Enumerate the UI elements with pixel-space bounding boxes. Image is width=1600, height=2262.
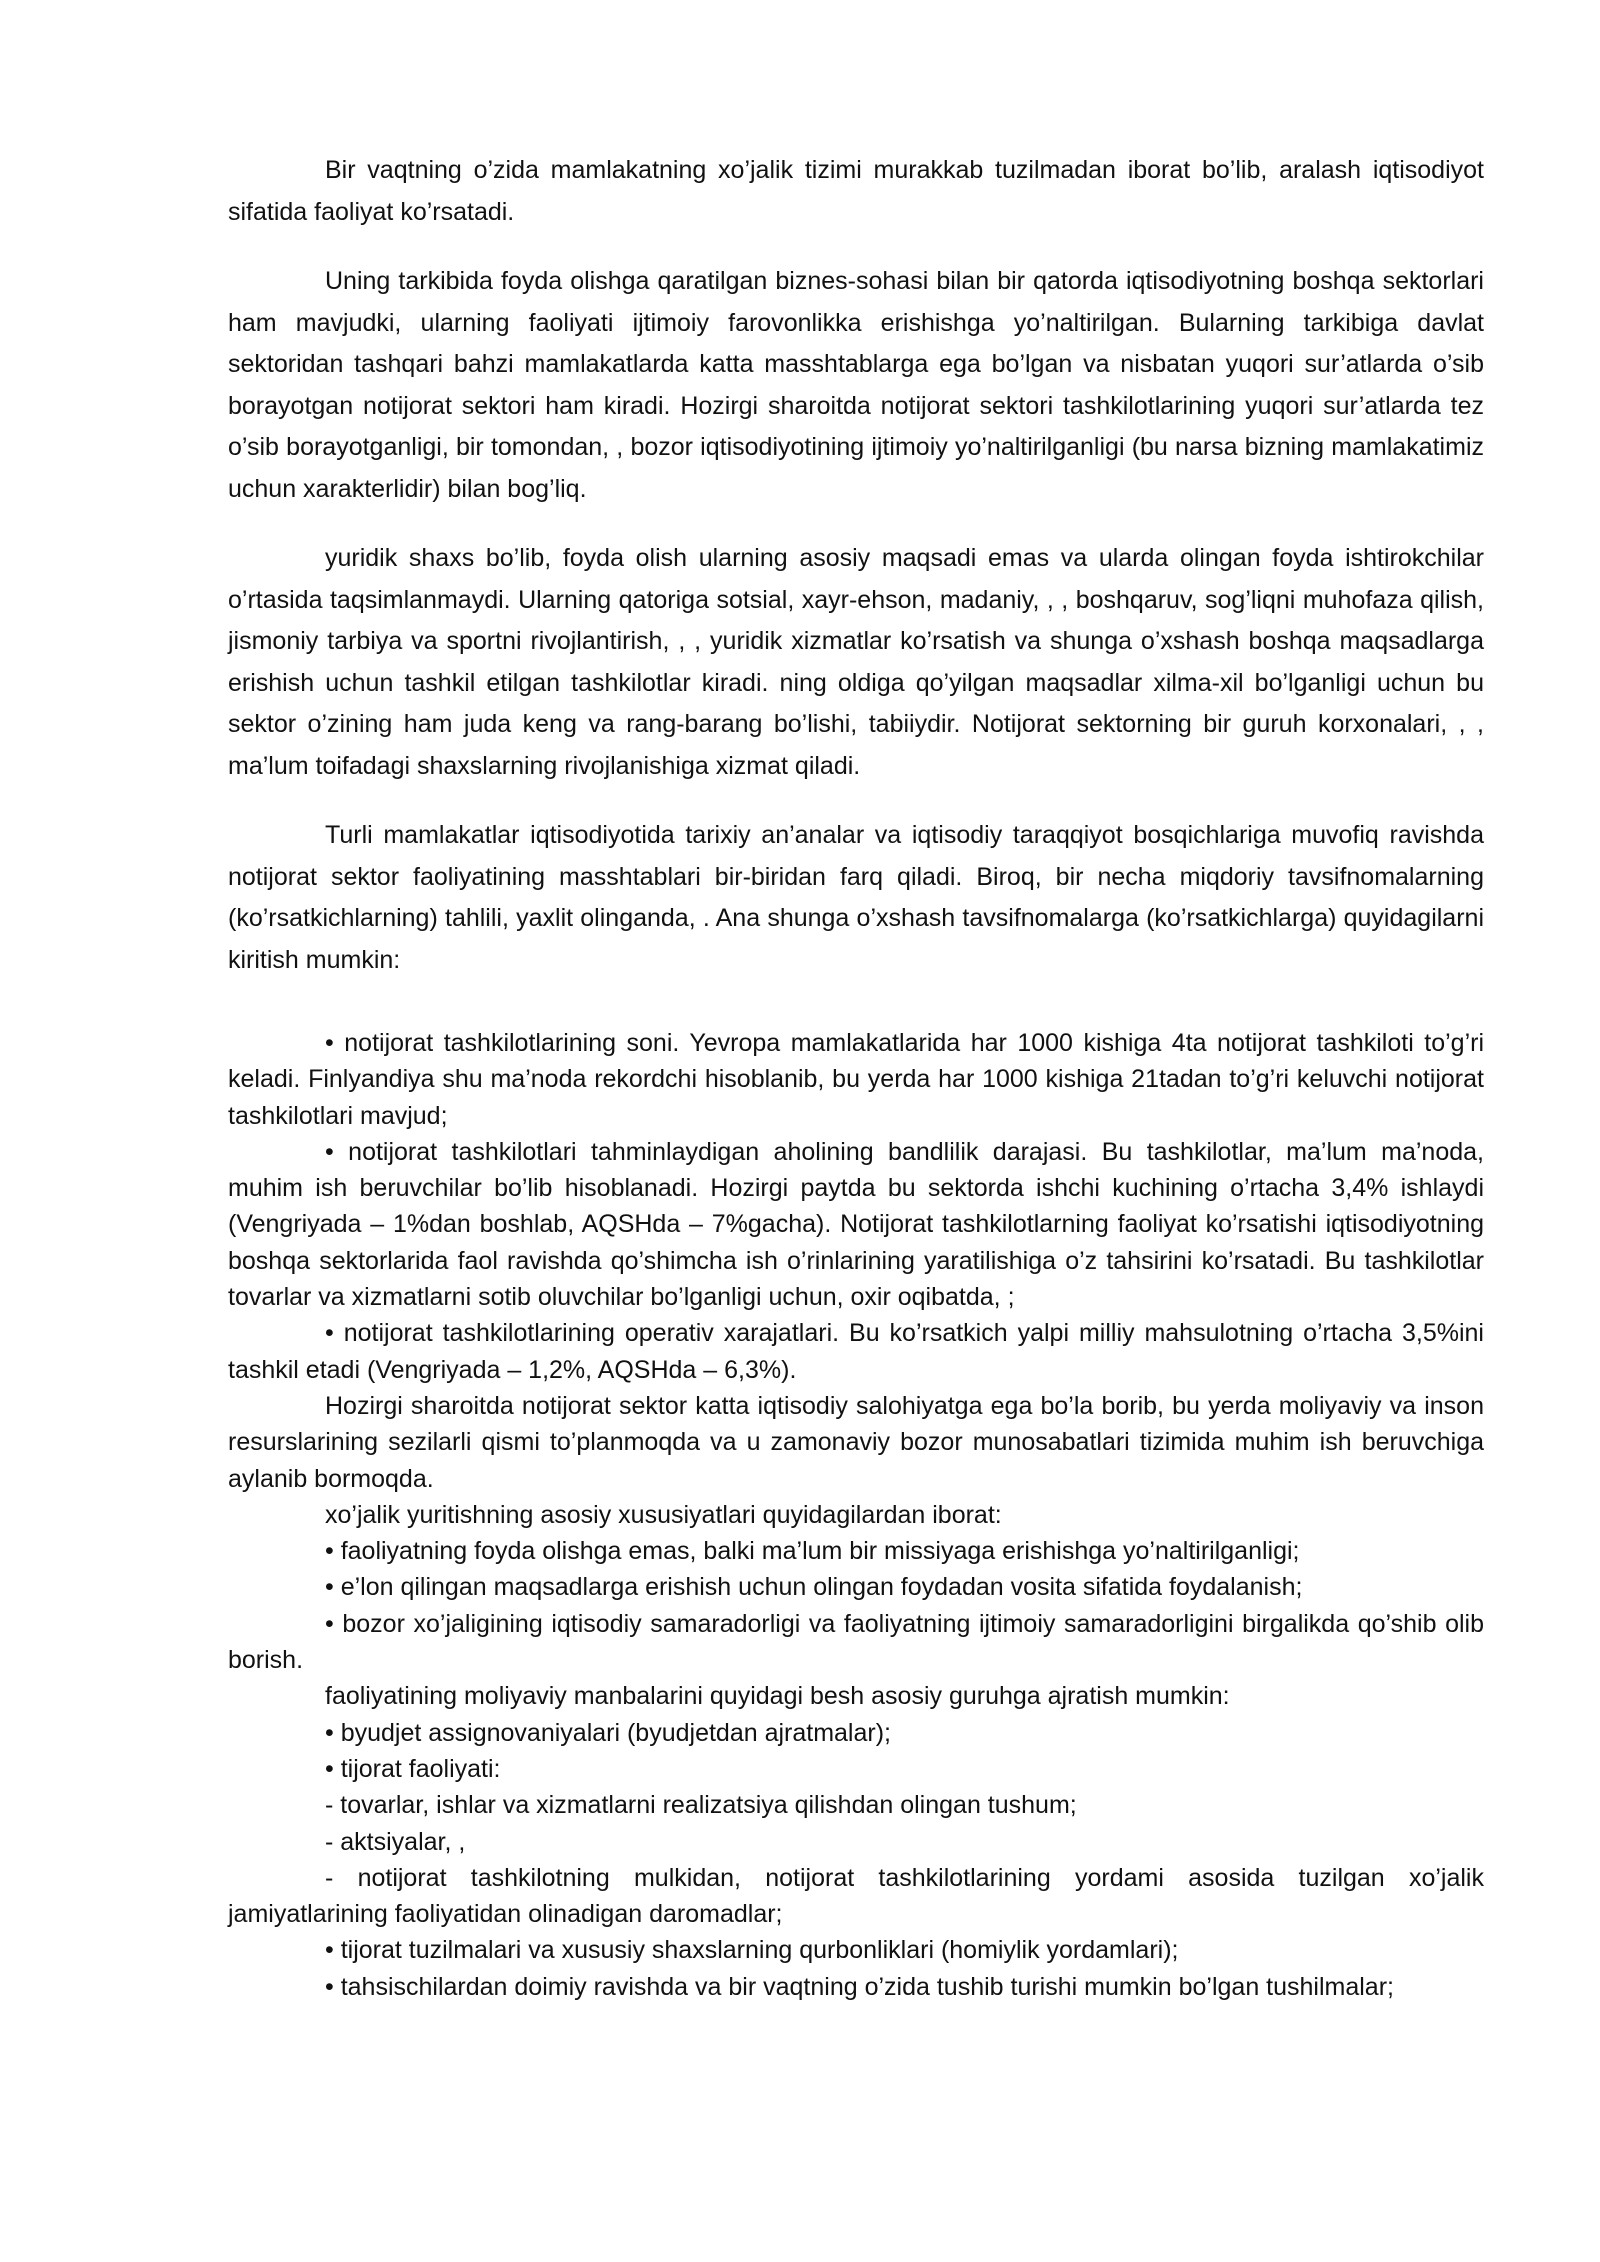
list-item: • e’lon qilingan maqsadlarga erishish uchun olingan foydadan vosita sifatida foydalanish; bbox=[325, 1573, 1303, 1602]
paragraph: Turli mamlakatlar iqtisodiyotida tarixiy an’analar va iqtisodiy taraqqiyot bosqichlariga muvofiq ravishda notijorat sektor faoliyatining masshtablari bir-biridan farq qiladi. Biroq, bir necha miqdoriy tavsifnomalarning (ko’rsatkichlarning) tahlili, yaxlit olinganda, . Ana shunga o’xshash tavsifnomalarga (ko’rsatkichlarga) quyidagilarni kiritish mumkin: bbox=[228, 821, 1484, 974]
list-item: • bozor xo’jaligining iqtisodiy samaradorligi va faoliyatning ijtimoiy samaradorligini birgalikda qo’shib olib borish. bbox=[228, 1609, 1484, 1675]
list-item: - notijorat tashkilotning mulkidan, notijorat tashkilotlarining yordami asosida tuzilgan xo’jalik jamiyatlarining faoliyatidan olinadigan daromadlar; bbox=[228, 1863, 1484, 1929]
paragraph: xo’jalik yuritishning asosiy xususiyatlari quyidagilardan iborat: bbox=[325, 1500, 1002, 1529]
list-item: • notijorat tashkilotlarining operativ xarajatlari. Bu ko’rsatkich yalpi milliy mahsulotning o’rtacha 3,5%ini tashkil etadi (Vengriyada – 1,2%, AQSHda – 6,3%). bbox=[228, 1319, 1484, 1384]
list-item: • notijorat tashkilotlari tahminlaydigan aholining bandlilik darajasi. Bu tashkilotlar, ma’lum ma’noda, muhim ish beruvchilar bo’lib hisoblanadi. Hozirgi paytda bu sektorda ishchi kuchining o’rtacha 3,4% ishlaydi (Vengriyada – 1%dan boshlab, AQSHda – 7%gacha). Notijorat tashkilotlarning faoliyat ko’rsatishi iqtisodiyotning boshqa sektorlarida faol ravishda qo’shimcha ish o’rinlarining yaratilishiga o’z tahsirini ko’rsatadi. Bu tashkilotlar tovarlar va xizmatlarni sotib oluvchilar bo’lganligi uchun, oxir oqibatda, ; bbox=[228, 1137, 1484, 1312]
list-item: • faoliyatning foyda olishga emas, balki ma’lum bir missiyaga erishishga yo’naltirilganligi; bbox=[325, 1537, 1300, 1566]
list-item: • tijorat faoliyati: bbox=[325, 1754, 501, 1783]
list-item: - tovarlar, ishlar va xizmatlarni realizatsiya qilishdan olingan tushum; bbox=[325, 1791, 1077, 1820]
paragraph: Hozirgi sharoitda notijorat sektor katta iqtisodiy salohiyatga ega bo’la borib, bu yerda moliyaviy va inson resurslarining sezilarli qismi to’planmoqda va u zamonaviy bozor munosabatlari tizimida muhim ish beruvchiga aylanib bormoqda. bbox=[228, 1391, 1484, 1493]
paragraph: faoliyatining moliyaviy manbalarini quyidagi besh asosiy guruhga ajratish mumkin: bbox=[325, 1682, 1230, 1711]
paragraph: Uning tarkibida foyda olishga qaratilgan biznes-sohasi bilan bir qatorda iqtisodiyotning boshqa sektorlari ham mavjudki, ularning faoliyati ijtimoiy farovonlikka erishishga yo’naltirilgan. Bularning tarkibiga davlat sektoridan tashqari bahzi mamlakatlarda katta masshtablarga ega bo’lgan va nisbatan yuqori sur’atlarda o’sib borayotgan notijorat sektori ham kiradi. Hozirgi sharoitda notijorat sektori tashkilotlarining yuqori sur’atlarda tez o’sib borayotganligi, bir tomondan, , bozor iqtisodiyotining ijtimoiy yo’naltirilganligi (bu narsa bizning mamlakatimiz uchun xarakterlidir) bilan bog’liq. bbox=[228, 267, 1484, 503]
paragraph: Bir vaqtning o’zida mamlakatning xo’jalik tizimi murakkab tuzilmadan iborat bo’lib, aralash iqtisodiyot sifatida faoliyat ko’rsatadi. bbox=[228, 156, 1484, 226]
document-page bbox=[228, 150, 1484, 2005]
paragraph: yuridik shaxs bo’lib, foyda olish ularning asosiy maqsadi emas va ularda olingan foyda ishtirokchilar o’rtasida taqsimlanmaydi. Ularning qatoriga sotsial, xayr-ehson, madaniy, , , boshqaruv, sog’liqni muhofaza qilish, jismoniy tarbiya va sportni rivojlantirish, , , yuridik xizmatlar ko’rsatish va shunga o’xshash boshqa maqsadlarga erishish uchun tashkil etilgan tashkilotlar kiradi. ning oldiga qo’yilgan maqsadlar xilma-xil bo’lganligi uchun bu sektor o’zining ham juda keng va rang-barang bo’lishi, tabiiydir. Notijorat sektorning bir guruh korxonalari, , , ma’lum toifadagi shaxslarning rivojlanishiga xizmat qiladi. bbox=[228, 544, 1484, 780]
list-item: • tijorat tuzilmalari va xususiy shaxslarning qurbonliklari (homiylik yordamlari); bbox=[325, 1936, 1179, 1965]
list-item: • tahsischilardan doimiy ravishda va bir vaqtning o’zida tushib turishi mumkin bo’lgan tushilmalar; bbox=[325, 1972, 1394, 2001]
list-item: - aktsiyalar, , bbox=[325, 1827, 466, 1856]
list-item: • notijorat tashkilotlarining soni. Yevropa mamlakatlarida har 1000 kishiga 4ta notijorat tashkiloti to’g’ri keladi. Finlyandiya shu ma’noda rekordchi hisoblanib, bu yerda har 1000 kishiga 21tadan to’g’ri keluvchi notijorat tashkilotlari mavjud; bbox=[228, 1029, 1484, 1130]
list-item: • byudjet assignovaniyalari (byudjetdan ajratmalar); bbox=[325, 1718, 891, 1747]
